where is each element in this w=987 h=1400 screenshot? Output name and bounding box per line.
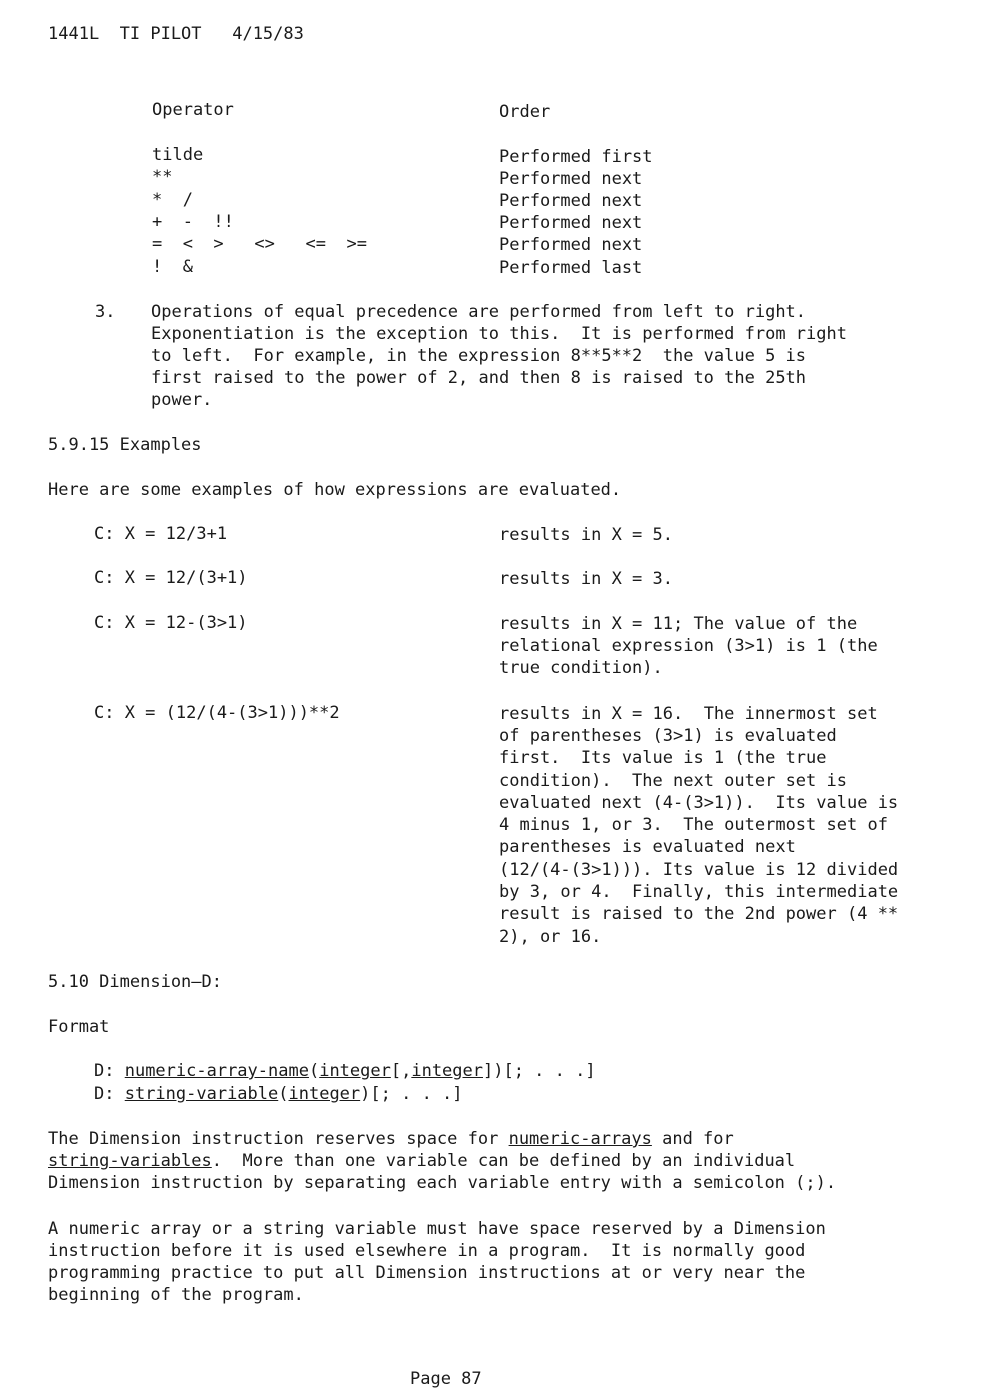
rule-text-line: to left. For example, in the expression 8**5**2 the value 5 is: [151, 346, 807, 366]
format-punct: [,: [390, 1061, 412, 1081]
format-line: [94, 1060, 596, 1082]
page-header: 1441L TI PILOT 4/15/83: [48, 24, 304, 44]
example-code: C: X = (12/(4-(3>1)))**2: [94, 703, 340, 723]
example-result-line: results in X = 11; The value of the: [499, 614, 858, 634]
operator-column-heading: Operator: [152, 100, 234, 120]
example-result-line: results in X = 5.: [499, 525, 673, 545]
operator-cell: **: [152, 167, 173, 187]
format-name: string-variable: [124, 1084, 279, 1104]
example-code: C: X = 12/3+1: [94, 524, 228, 544]
example-result-line: results in X = 16. The innermost set: [499, 704, 878, 724]
example-result-line: (12/(4-(3>1))). Its value is 12 divided: [499, 860, 899, 880]
operator-cell: + - !!: [152, 212, 234, 232]
rule-number: 3.: [95, 302, 116, 322]
format-name: numeric-array-name: [124, 1061, 309, 1081]
order-cell: Performed next: [499, 213, 643, 233]
example-result-line: evaluated next (4-(3>1)). Its value is: [499, 793, 899, 813]
format-punct: )[; . . .]: [360, 1084, 463, 1104]
example-result-line: true condition).: [499, 658, 663, 678]
order-cell: Performed last: [499, 258, 643, 278]
format-label: Format: [48, 1017, 110, 1037]
operator-cell: tilde: [152, 145, 204, 165]
text-run: The Dimension instruction reserves space for: [48, 1129, 509, 1149]
example-result-line: first. Its value is 1 (the true: [499, 748, 827, 768]
section-heading-dimension: 5.10 Dimension—D:: [48, 972, 222, 992]
example-result-line: of parentheses (3>1) is evaluated: [499, 726, 837, 746]
order-cell: Performed first: [499, 147, 653, 167]
example-code: C: X = 12/(3+1): [94, 568, 248, 588]
format-punct: (: [308, 1061, 320, 1081]
paragraph-line: [48, 1128, 734, 1150]
paragraph-line: programming practice to put all Dimension instructions at or very near the: [48, 1263, 806, 1283]
example-result-line: 4 minus 1, or 3. The outermost set of: [499, 815, 888, 835]
order-cell: Performed next: [499, 191, 643, 211]
order-cell: Performed next: [499, 169, 643, 189]
format-line: [94, 1083, 463, 1105]
example-result-line: parentheses is evaluated next: [499, 837, 796, 857]
example-result-line: by 3, or 4. Finally, this intermediate: [499, 882, 899, 902]
example-result-line: relational expression (3>1) is 1 (the: [499, 636, 878, 656]
operator-cell: * /: [152, 190, 193, 210]
paragraph-line: A numeric array or a string variable must have space reserved by a Dimension: [48, 1219, 826, 1239]
paragraph-line: beginning of the program.: [48, 1285, 304, 1305]
order-column-heading: Order: [499, 102, 551, 122]
rule-text-line: power.: [151, 390, 213, 410]
paragraph-line: [48, 1150, 795, 1172]
example-code: C: X = 12-(3>1): [94, 613, 248, 633]
operator-cell: = < > <> <= >=: [152, 234, 367, 254]
page-number: Page 87: [410, 1369, 482, 1389]
text-run: . More than one variable can be defined by an individual: [211, 1151, 796, 1171]
order-cell: Performed next: [499, 235, 643, 255]
format-arg: integer: [411, 1061, 483, 1081]
examples-intro: Here are some examples of how expressions are evaluated.: [48, 480, 622, 500]
example-result-line: result is raised to the 2nd power (4 **: [499, 904, 899, 924]
paragraph-line: instruction before it is used elsewhere in a program. It is normally good: [48, 1241, 806, 1261]
rule-text-line: Operations of equal precedence are performed from left to right.: [151, 302, 807, 322]
operator-cell: ! &: [152, 257, 193, 277]
format-arg: integer: [288, 1084, 361, 1104]
rule-text-line: Exponentiation is the exception to this. It is performed from right: [151, 324, 847, 344]
format-arg: integer: [319, 1061, 391, 1081]
term-numeric-arrays: numeric-arrays: [508, 1129, 652, 1149]
rule-text-line: first raised to the power of 2, and then 8 is raised to the 25th: [151, 368, 807, 388]
format-punct: ])[; . . .]: [483, 1061, 596, 1081]
example-result-line: 2), or 16.: [499, 927, 602, 947]
format-prefix: D:: [94, 1061, 125, 1081]
paragraph-line: Dimension instruction by separating each variable entry with a semicolon (;).: [48, 1173, 837, 1193]
text-run: and for: [651, 1129, 734, 1149]
example-result-line: results in X = 3.: [499, 569, 673, 589]
section-heading-examples: 5.9.15 Examples: [48, 435, 202, 455]
example-result-line: condition). The next outer set is: [499, 771, 847, 791]
format-prefix: D:: [94, 1084, 125, 1104]
term-string-variables: string-variables: [48, 1151, 212, 1171]
format-punct: (: [278, 1084, 289, 1104]
